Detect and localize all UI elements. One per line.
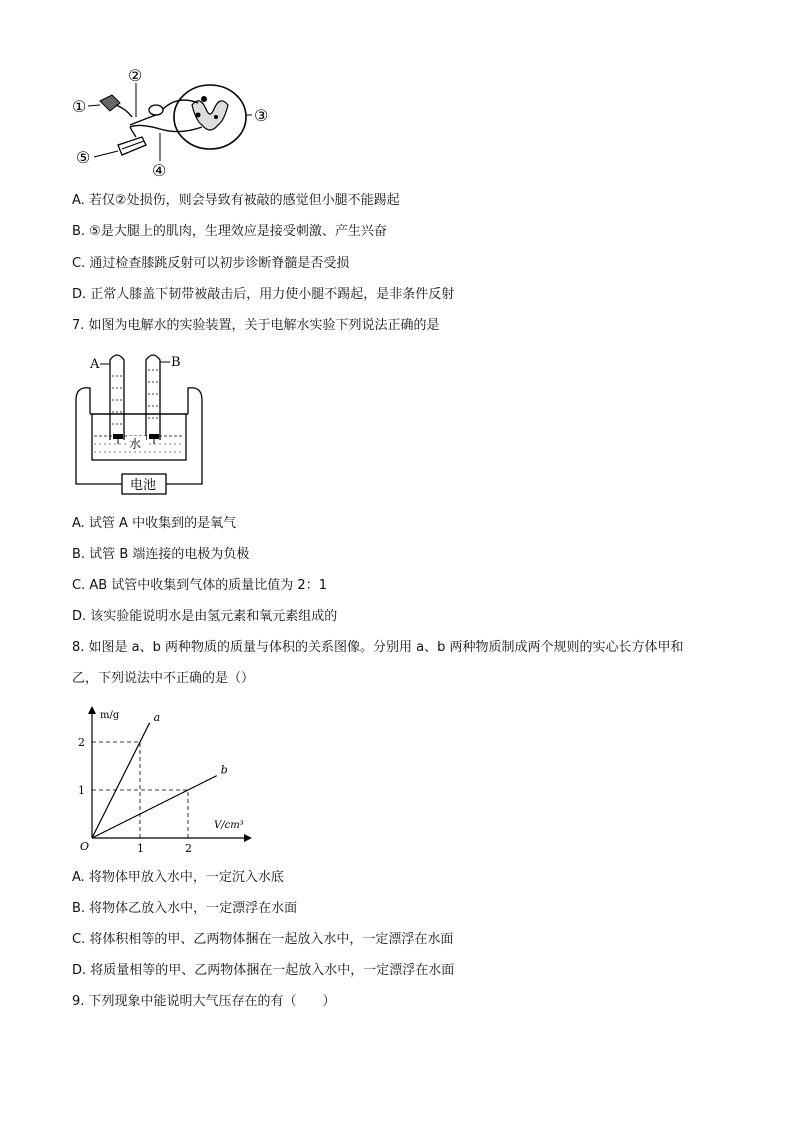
q6-option-d: D. 正常人膝盖下韧带被敲击后，用力使小腿不踢起，是非条件反射 xyxy=(72,287,455,302)
x-tick-2: 2 xyxy=(185,842,192,855)
water-label: 水 xyxy=(129,437,142,451)
tube-b-label: B xyxy=(171,355,181,370)
q6-option-c: C. 通过检查膝跳反射可以初步诊断脊髓是否受损 xyxy=(72,256,350,271)
series-label-b: b xyxy=(220,763,228,777)
origin-label: O xyxy=(80,840,90,853)
q8-option-b: B. 将物体乙放入水中，一定漂浮在水面 xyxy=(72,901,298,916)
x-axis-label: V/cm³ xyxy=(214,820,244,831)
q7-option-d: D. 该实验能说明水是由氢元素和氧元素组成的 xyxy=(72,609,338,624)
reflex-arc-figure xyxy=(70,65,280,180)
q8-option-d: D. 将质量相等的甲、乙两物体捆在一起放入水中，一定漂浮在水面 xyxy=(72,963,455,978)
q8-stem-line2: 乙，下列说法中不正确的是（） xyxy=(72,671,255,686)
x-tick-1: 1 xyxy=(137,842,144,855)
y-axis-label: m/g xyxy=(100,710,120,721)
q9-stem: 9. 下列现象中能说明大气压存在的有（ ） xyxy=(72,994,336,1009)
label-1: ① xyxy=(72,97,87,116)
q7-option-a: A. 试管 A 中收集到的是氧气 xyxy=(72,516,237,531)
electrolysis-figure xyxy=(72,348,212,498)
q8-stem-line1: 8. 如图是 a、b 两种物质的质量与体积的关系图像。分别用 a、b 两种物质制成两个规则的实心长方体甲和 xyxy=(72,640,684,655)
series-line-a xyxy=(92,723,150,838)
tube-a-label: A xyxy=(90,357,100,372)
label-2: ② xyxy=(128,66,143,85)
y-tick-1: 1 xyxy=(78,784,85,797)
q7-option-c: C. AB 试管中收集到气体的质量比值为 2：1 xyxy=(72,578,327,593)
q8-option-a: A. 将物体甲放入水中，一定沉入水底 xyxy=(72,870,284,885)
battery-label: 电池 xyxy=(130,478,157,493)
y-axis-arrow xyxy=(88,706,96,714)
x-axis-arrow xyxy=(244,834,252,842)
series-line-b xyxy=(92,776,217,838)
q8-option-c: C. 将体积相等的甲、乙两物体捆在一起放入水中，一定漂浮在水面 xyxy=(72,932,454,947)
label-5: ⑤ xyxy=(76,148,91,167)
label-4: ④ xyxy=(152,161,167,180)
series-label-a: a xyxy=(153,710,161,724)
q7-option-b: B. 试管 B 端连接的电极为负极 xyxy=(72,547,250,562)
q7-stem: 7. 如图为电解水的实验装置，关于电解水实验下列说法正确的是 xyxy=(72,318,440,333)
label-3: ③ xyxy=(254,106,269,125)
q6-option-a: A. 若仅②处损伤，则会导致有被敲的感觉但小腿不能踢起 xyxy=(72,193,400,208)
y-tick-2: 2 xyxy=(78,736,85,749)
mass-volume-chart xyxy=(72,700,262,858)
q6-option-b: B. ⑤是大腿上的肌肉，生理效应是接受刺激、产生兴奋 xyxy=(72,224,387,239)
